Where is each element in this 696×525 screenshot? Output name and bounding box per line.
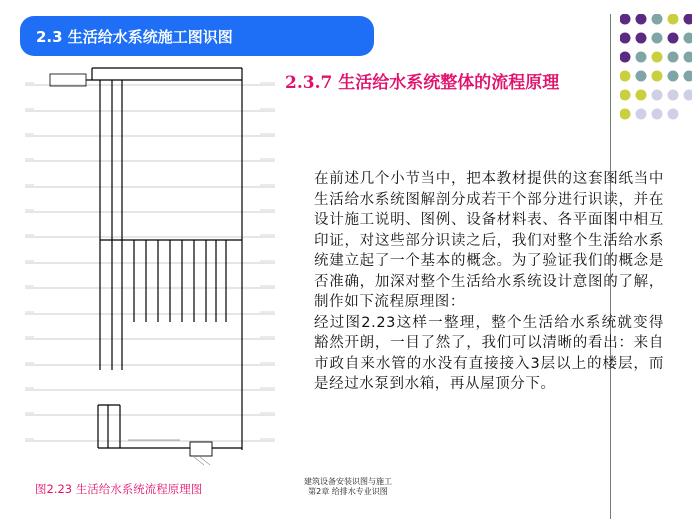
decorative-dots xyxy=(620,14,692,124)
footer xyxy=(296,477,400,497)
water-supply-flow-diagram xyxy=(20,60,280,470)
body-paragraph-1: 在前述几个小节当中，把本教材提供的这套图纸当中生活给水系统图解剖分成若干个部分进行识读，并在设计施工说明、图例、设备材料表、各平面图中相互印证，对这些部分识读之后，我们对整个生活给水系统建立起了一个基本的概念。为了验证我们的概念是否准确，加深对整个生活给水系统设计意图的了解，制作如下流程原理图： xyxy=(314,171,664,310)
footer-line-1: 建筑设备安装识图与施工 xyxy=(304,477,392,486)
footer-line-2: 第2章 给排水专业识图 xyxy=(308,487,388,496)
body-paragraph-2: 经过图2.23这样一整理，整个生活给水系统就变得豁然开朗，一目了然了，我们可以清晰的看出：来自市政自来水管的水没有直接接入3层以上的楼层，而是经过水泵到水箱，再从屋顶分下。 xyxy=(314,314,664,392)
section-heading: 2.3.7 生活给水系统整体的流程原理 xyxy=(285,73,560,93)
header-title: 2.3 生活给水系统施工图识图 xyxy=(36,28,233,46)
body-text xyxy=(314,169,664,395)
figure-caption: 图2.23 生活给水系统流程原理图 xyxy=(35,482,203,496)
